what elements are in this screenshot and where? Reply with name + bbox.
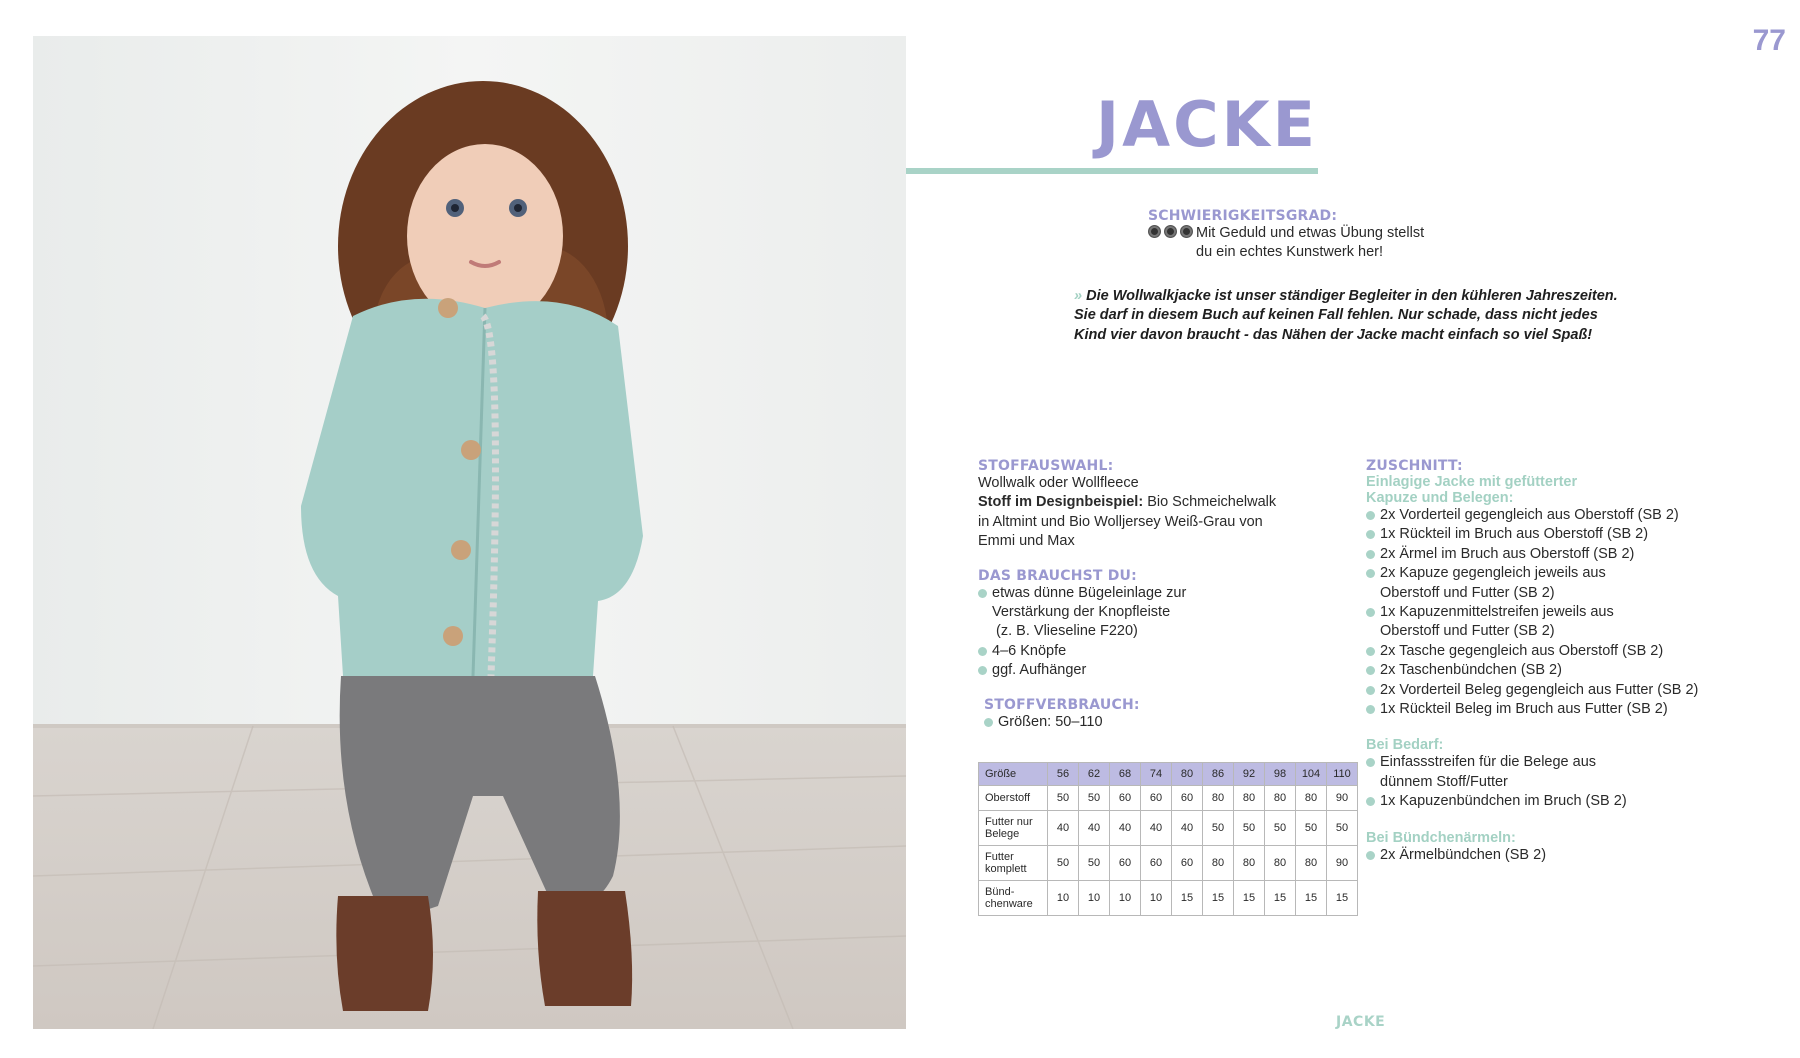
table-cell: 40 [1141, 811, 1172, 846]
table-cell: 50 [1079, 846, 1110, 881]
table-row-label: Oberstoff [979, 786, 1048, 811]
row-label-line: Bünd- [985, 886, 1015, 898]
table-cell: 50 [1203, 811, 1234, 846]
table-cell: 60 [1141, 846, 1172, 881]
zuschnitt-subheading: Kapuze und Belegen: [1366, 490, 1514, 506]
difficulty-section [1148, 208, 1508, 263]
row-label-line: chenware [985, 898, 1033, 910]
table-header-cell: 92 [1234, 763, 1265, 786]
table-cell: 60 [1141, 786, 1172, 811]
list-item-text: 2x Kapuze gegengleich jeweils aus [1380, 565, 1606, 582]
list-item [978, 661, 1318, 680]
design-text: Emmi und Max [978, 533, 1075, 550]
table-row [979, 811, 1358, 846]
list-item-text: 1x Kapuzenmittelstreifen jeweils aus [1380, 604, 1614, 621]
table-cell: 80 [1265, 846, 1296, 881]
table-cell: 80 [1203, 846, 1234, 881]
list-item [1366, 603, 1766, 642]
table-cell: 10 [1110, 881, 1141, 916]
difficulty-heading: SCHWIERIGKEITSGRAD: [1148, 208, 1338, 224]
table-cell: 50 [1048, 846, 1079, 881]
list-item-text: 1x Kapuzenbündchen im Bruch (SB 2) [1380, 793, 1627, 810]
list-item [1366, 753, 1766, 792]
list-item-text: Verstärkung der Knopfleiste [992, 604, 1171, 621]
table-cell: 10 [1079, 881, 1110, 916]
table-cell: 80 [1296, 846, 1327, 881]
table-cell: 80 [1296, 786, 1327, 811]
table-cell: 15 [1296, 881, 1327, 916]
list-item-text: 1x Rückteil Beleg im Bruch aus Futter (SB 2) [1380, 701, 1668, 718]
list-item-text: 1x Rückteil im Bruch aus Oberstoff (SB 2) [1380, 526, 1649, 543]
table-header-cell: 104 [1296, 763, 1327, 786]
intro-quote [1074, 287, 1654, 345]
design-text: in Altmint und Bio Wolljersey Weiß-Grau von [978, 513, 1263, 530]
list-item-text: Größen: 50–110 [998, 713, 1103, 730]
table-cell: 15 [1327, 881, 1358, 916]
stoffauswahl-heading: STOFFAUSWAHL: [978, 458, 1114, 474]
intro-line: Die Wollwalkjacke ist unser ständiger Begleiter in den kühleren Jahreszeiten. [1086, 288, 1618, 304]
zuschnitt-subheading: Einlagige Jacke mit gefütterter [1366, 474, 1578, 490]
table-row [979, 881, 1358, 916]
table-cell: 50 [1079, 786, 1110, 811]
list-item-text: 2x Ärmel im Bruch aus Oberstoff (SB 2) [1380, 545, 1635, 562]
fabric-consumption-table [978, 762, 1358, 916]
table-header-row [979, 763, 1358, 786]
cutting-column [1366, 458, 1766, 865]
verbrauch-heading: STOFFVERBRAUCH: [984, 696, 1140, 713]
table-cell: 40 [1048, 811, 1079, 846]
table-cell: 60 [1110, 846, 1141, 881]
list-item [1366, 700, 1766, 719]
table-row-label [979, 846, 1048, 881]
table-cell: 10 [1141, 881, 1172, 916]
table-cell: 10 [1048, 881, 1079, 916]
list-item-text: Oberstoff und Futter (SB 2) [1380, 623, 1555, 640]
difficulty-line [1148, 224, 1508, 243]
table-cell: 40 [1172, 811, 1203, 846]
table-cell: 80 [1203, 786, 1234, 811]
list-item-text: 4–6 Knöpfe [992, 642, 1067, 659]
list-item [1366, 545, 1766, 564]
product-photo [33, 36, 906, 1029]
table-header-cell: 86 [1203, 763, 1234, 786]
table-cell: 50 [1296, 811, 1327, 846]
row-label-line: Futter [985, 851, 1014, 863]
brauchst-heading: DAS BRAUCHST DU: [978, 567, 1137, 584]
intro-line: Kind vier davon braucht - das Nähen der Jacke macht einfach so viel Spaß! [1074, 326, 1593, 343]
table-cell: 50 [1327, 811, 1358, 846]
list-item [1366, 661, 1766, 680]
intro-line: Sie darf in diesem Buch auf keinen Fall fehlen. Nur schade, dass nicht jedes [1074, 307, 1598, 324]
table-header-cell: 62 [1079, 763, 1110, 786]
design-text: Bio Schmeichelwalk [1143, 494, 1277, 511]
table-header-cell: 98 [1265, 763, 1296, 786]
difficulty-dot-icon [1164, 225, 1177, 238]
zuschnitt-heading: ZUSCHNITT: [1366, 458, 1463, 474]
difficulty-rating [1148, 224, 1196, 243]
buendchen-subheading: Bei Bündchenärmeln: [1366, 829, 1516, 846]
table-header-cell: 56 [1048, 763, 1079, 786]
table-cell: 15 [1265, 881, 1296, 916]
bedarf-subheading: Bei Bedarf: [1366, 737, 1444, 754]
design-example [978, 493, 1318, 512]
table-cell: 60 [1172, 846, 1203, 881]
design-label: Stoff im Designbeispiel: [978, 494, 1144, 511]
title-underline [906, 168, 1318, 174]
list-item-text: etwas dünne Bügeleinlage zur [992, 584, 1187, 601]
table-row-label [979, 881, 1048, 916]
table-header-label: Größe [979, 763, 1048, 786]
zuschnitt-list [1366, 506, 1766, 719]
table-row-label [979, 811, 1048, 846]
page-number: 77 [1752, 24, 1786, 57]
table-cell: 90 [1327, 846, 1358, 881]
table-header-cell: 74 [1141, 763, 1172, 786]
difficulty-dot-icon [1148, 225, 1161, 238]
table-header-cell: 68 [1110, 763, 1141, 786]
page-title: JACKE [1096, 88, 1318, 161]
list-item [1366, 525, 1766, 544]
list-item-text: 2x Vorderteil Beleg gegengleich aus Futter (SB 2) [1380, 681, 1699, 698]
list-item [978, 642, 1318, 661]
materials-column [978, 458, 1318, 732]
difficulty-dot-icon [1180, 225, 1193, 238]
difficulty-text-2: du ein echtes Kunstwerk her! [1196, 244, 1383, 261]
verbrauch-list [984, 713, 1318, 732]
table-cell: 15 [1234, 881, 1265, 916]
list-item [984, 713, 1318, 732]
list-item [1366, 846, 1766, 865]
table-cell: 60 [1172, 786, 1203, 811]
row-label-line: Belege [985, 828, 1020, 840]
difficulty-text-1: Mit Geduld und etwas Übung stellst [1196, 225, 1425, 241]
table-cell: 40 [1079, 811, 1110, 846]
list-item-text: 2x Taschenbündchen (SB 2) [1380, 662, 1562, 679]
bedarf-list [1366, 753, 1766, 811]
table-cell: 50 [1265, 811, 1296, 846]
list-item-text: 2x Ärmelbündchen (SB 2) [1380, 846, 1547, 863]
table-cell: 80 [1265, 786, 1296, 811]
table-cell: 50 [1048, 786, 1079, 811]
list-item [1366, 792, 1766, 811]
list-item-text: 2x Vorderteil gegengleich aus Oberstoff (SB 2) [1380, 507, 1679, 523]
list-item [1366, 506, 1766, 525]
table-header-cell: 110 [1327, 763, 1358, 786]
table-cell: 40 [1110, 811, 1141, 846]
list-item-text: ggf. Aufhänger [992, 662, 1087, 679]
list-item-text: 2x Tasche gegengleich aus Oberstoff (SB 2) [1380, 642, 1664, 659]
brauchst-list [978, 584, 1318, 681]
table-cell: 15 [1172, 881, 1203, 916]
table-row [979, 786, 1358, 811]
table-row [979, 846, 1358, 881]
table-cell: 80 [1234, 846, 1265, 881]
table-cell: 50 [1234, 811, 1265, 846]
list-item [1366, 681, 1766, 700]
list-item [978, 584, 1318, 642]
quote-mark: » [1074, 288, 1083, 304]
row-label-line: komplett [985, 863, 1027, 875]
table-cell: 15 [1203, 881, 1234, 916]
table-cell: 80 [1234, 786, 1265, 811]
stoffauswahl-text: Wollwalk oder Wollfleece [978, 475, 1139, 491]
table-header-cell: 80 [1172, 763, 1203, 786]
running-footer: JACKE [1336, 1014, 1386, 1030]
list-item-text: Einfassstreifen für die Belege aus [1380, 754, 1597, 771]
list-item-text: (z. B. Vlieseline F220) [992, 623, 1138, 640]
table-cell: 60 [1110, 786, 1141, 811]
list-item [1366, 642, 1766, 661]
row-label-line: Futter nur [985, 816, 1033, 828]
list-item-text: dünnem Stoff/Futter [1380, 773, 1508, 790]
list-item-text: Oberstoff und Futter (SB 2) [1380, 584, 1555, 601]
table-cell: 90 [1327, 786, 1358, 811]
buendchen-list [1366, 846, 1766, 865]
list-item [1366, 564, 1766, 603]
